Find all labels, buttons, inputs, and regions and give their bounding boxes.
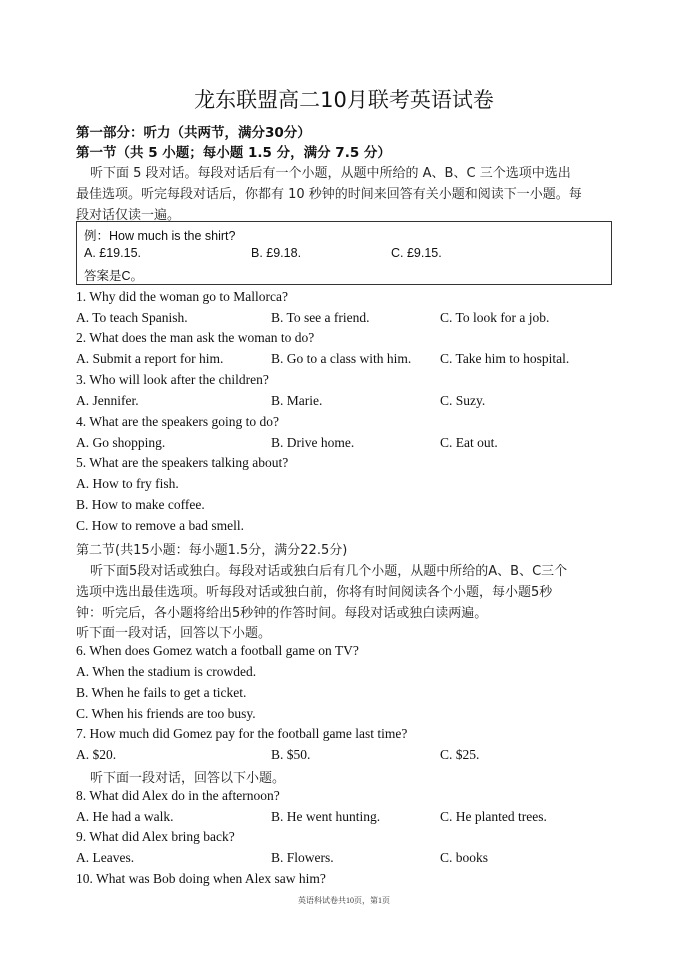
instruction-line-2: 最佳选项。听完每段对话后，你都有 10 秒钟的时间来回答有关小题和阅读下一小题。每 — [76, 187, 582, 202]
q3-option-a[interactable]: A. Jennifer. — [76, 393, 139, 408]
q6-option-a[interactable]: A. When the stadium is crowded. — [76, 664, 257, 679]
listen-instruction-1: 听下面一段对话，回答以下小题。 — [76, 626, 272, 641]
question-6: 6. When does Gomez watch a football game on TV? — [76, 643, 359, 658]
question-10: 10. What was Bob doing when Alex saw him? — [76, 871, 326, 886]
q9-option-c[interactable]: C. books — [440, 850, 489, 865]
q5-option-c[interactable]: C. How to remove a bad smell. — [76, 518, 244, 533]
section2-instruction-1: 听下面5段对话或独白。每段对话或独白后有几个小题，从题中所给的A、B、C三个 — [90, 564, 568, 579]
q8-option-c[interactable]: C. He planted trees. — [440, 809, 547, 824]
q7-option-b[interactable]: B. $50. — [271, 747, 311, 762]
section1-heading: 第一节（共 5 小题；每小题 1.5 分，满分 7.5 分） — [76, 145, 391, 161]
q8-option-b[interactable]: B. He went hunting. — [271, 809, 381, 824]
q1-option-a[interactable]: A. To teach Spanish. — [76, 310, 188, 325]
example-question: 例：How much is the shirt? — [84, 229, 236, 243]
section2-heading: 第二节(共15小题：每小题1.5分，满分22.5分) — [76, 543, 348, 558]
q9-option-a[interactable]: A. Leaves. — [76, 850, 135, 865]
example-option-a: A. £19.15. — [84, 246, 141, 260]
question-9: 9. What did Alex bring back? — [76, 829, 235, 844]
listen-instruction-2: 听下面一段对话，回答以下小题。 — [90, 771, 286, 786]
q3-option-b[interactable]: B. Marie. — [271, 393, 323, 408]
page-footer: 英语科试卷共10页，第1页 — [298, 896, 390, 905]
q3-option-c[interactable]: C. Suzy. — [440, 393, 486, 408]
q2-option-a[interactable]: A. Submit a report for him. — [76, 351, 224, 366]
instruction-line-3: 段对话仅读一遍。 — [76, 208, 181, 223]
q7-option-a[interactable]: A. $20. — [76, 747, 117, 762]
q2-option-b[interactable]: B. Go to a class with him. — [271, 351, 412, 366]
question-7: 7. How much did Gomez pay for the football game last time? — [76, 726, 408, 741]
page-title: 龙东联盟高二10月联考英语试卷 — [194, 88, 494, 112]
q4-option-b[interactable]: B. Drive home. — [271, 435, 355, 450]
question-5: 5. What are the speakers talking about? — [76, 455, 289, 470]
q2-option-c[interactable]: C. Take him to hospital. — [440, 351, 570, 366]
q1-option-b[interactable]: B. To see a friend. — [271, 310, 370, 325]
question-2: 2. What does the man ask the woman to do? — [76, 330, 315, 345]
example-answer: 答案是C。 — [84, 269, 144, 283]
q6-option-b[interactable]: B. When he fails to get a ticket. — [76, 685, 247, 700]
q8-option-a[interactable]: A. He had a walk. — [76, 809, 174, 824]
section2-instruction-2: 选项中选出最佳选项。听每段对话或独白前，你将有时间阅读各个小题，每小题5秒 — [76, 585, 553, 600]
question-3: 3. Who will look after the children? — [76, 372, 269, 387]
section2-instruction-3: 钟：听完后，各小题将给出5秒钟的作答时间。每段对话或独白读两遍。 — [76, 606, 488, 621]
example-option-b: B. £9.18. — [251, 246, 302, 260]
q4-option-c[interactable]: C. Eat out. — [440, 435, 498, 450]
q9-option-b[interactable]: B. Flowers. — [271, 850, 334, 865]
q7-option-c[interactable]: C. $25. — [440, 747, 480, 762]
instruction-line-1: 听下面 5 段对话。每段对话后有一个小题，从题中所给的 A、B、C 三个选项中选出 — [90, 166, 571, 181]
question-8: 8. What did Alex do in the afternoon? — [76, 788, 280, 803]
question-4: 4. What are the speakers going to do? — [76, 414, 279, 429]
q5-option-b[interactable]: B. How to make coffee. — [76, 497, 205, 512]
example-option-c: C. £9.15. — [391, 246, 442, 260]
question-1: 1. Why did the woman go to Mallorca? — [76, 289, 288, 304]
example-box — [76, 221, 612, 285]
part1-heading: 第一部分：听力（共两节，满分30分） — [76, 125, 311, 141]
q6-option-c[interactable]: C. When his friends are too busy. — [76, 706, 256, 721]
q4-option-a[interactable]: A. Go shopping. — [76, 435, 166, 450]
q5-option-a[interactable]: A. How to fry fish. — [76, 476, 179, 491]
q1-option-c[interactable]: C. To look for a job. — [440, 310, 550, 325]
